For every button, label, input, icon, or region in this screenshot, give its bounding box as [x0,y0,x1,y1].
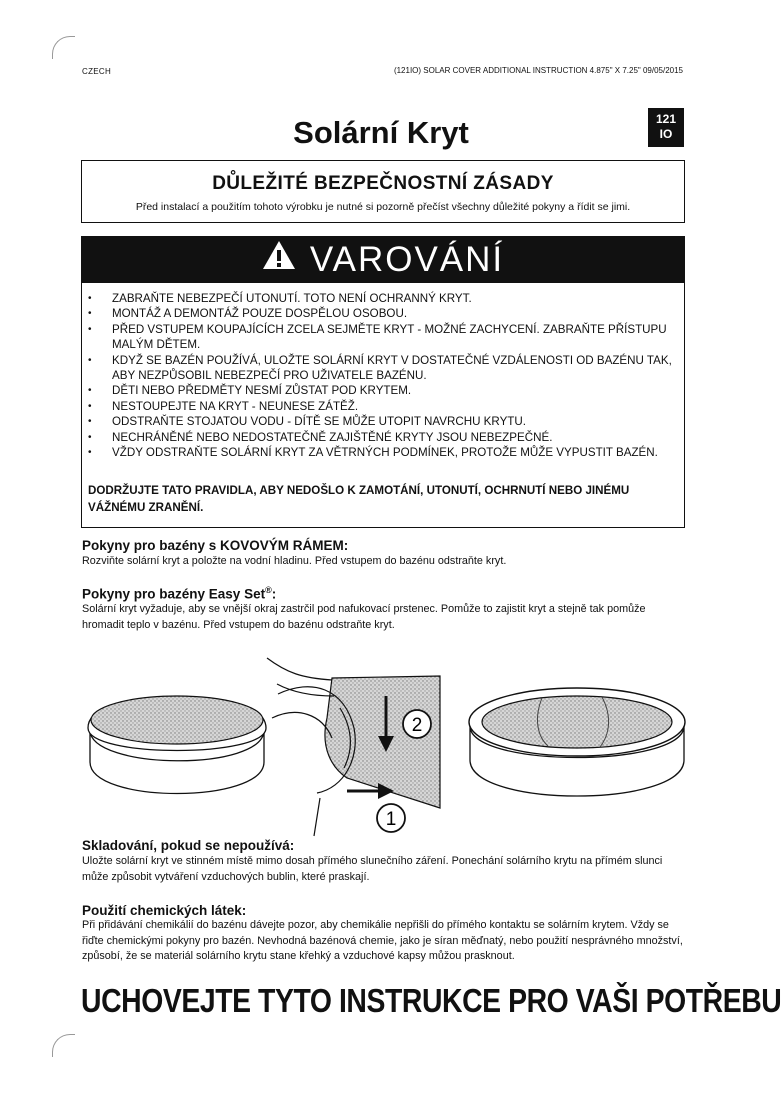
pool-with-cover-drawing [469,688,685,796]
step-1-label: 1 [385,809,397,830]
page-title: Solární Kryt [293,115,469,150]
installation-illustration [82,648,692,838]
step-2-label: 2 [411,715,423,736]
document-meta: (121IO) SOLAR COVER ADDITIONAL INSTRUCTION 4.875" X 7.25" 09/05/2015 [393,66,683,75]
warning-item: • ODSTRAŇTE STOJATOU VODU - DÍTĚ SE MŮŽE UTOPIT NAVRCHU KRYTU. [88,414,673,429]
safety-text: Před instalací a použitím tohoto výrobku je nutné si pozorně přečíst všechny důležité pokyny a řídit se jimi. [135,201,631,213]
easy-set-heading-text: Pokyny pro bazény Easy Set [82,586,266,602]
warning-item: • DĚTI NEBO PŘEDMĚTY NESMÍ ZŮSTAT POD KRYTEM. [88,383,673,398]
easy-set-heading [82,585,276,602]
page-corner-mark [52,36,75,59]
warning-item: • MONTÁŽ A DEMONTÁŽ POUZE DOSPĚLOU OSOBOU. [88,306,673,321]
warning-item: • PŘED VSTUPEM KOUPAJÍCÍCH ZCELA SEJMĚTE KRYT - MOŽNÉ ZACHYCENÍ. ZABRAŇTE PŘÍSTUPU MALÝM DĚTEM. [88,322,673,353]
illustration-svg [82,648,692,838]
warning-triangle-icon [262,239,296,279]
warning-item: • KDYŽ SE BAZÉN POUŽÍVÁ, ULOŽTE SOLÁRNÍ KRYT V DOSTATEČNÉ VZDÁLENOSTI OD BAZÉNU TAK, ABY NEZPŮSOBIL NEBEZPEČÍ PRO UŽIVATELE BAZÉNU. [88,353,673,384]
storage-text: Uložte solární kryt ve stinném místě mimo dosah přímého slunečního záření. Ponechání solárního krytu na přímém slunci může způsobit vytváření vzduchových bublin, které praskají. [82,855,663,883]
safety-heading: DŮLEŽITÉ BEZPEČNOSTNÍ ZÁSADY [212,173,554,194]
warning-banner [82,237,684,283]
warning-item: • VŽDY ODSTRAŇTE SOLÁRNÍ KRYT ZA VĚTRNÝCH PODMÍNEK, PROTOŽE MŮŽE VYPUSTIT BAZÉN. [88,445,673,460]
chemicals-text: Při přidávání chemikálií do bazénu dávejte pozor, aby chemikálie nepřišli do přímého kontaktu se solárním krytem. Vždy se řiďte chemickými pokyny pro bazén. Nevhodná bazénová chemie, jako je síran měďnatý, nebo použití nesprávného množství, způsobí, že se materiál solárního krytu stane křehký a vzduchové kapsy můžou prasknout. [82,919,683,962]
language-label: CZECH [82,67,112,76]
warning-item: • NESTOUPEJTE NA KRYT - NEUNESE ZÁTĚŽ. [88,399,673,414]
warning-title: VAROVÁNÍ [309,240,505,279]
chemicals-heading: Použití chemických látek: [82,903,247,918]
badge-line: 121 [655,112,677,126]
cover-tucking-drawing [267,658,440,836]
badge-line: IO [659,127,673,141]
page-corner-mark [52,1034,75,1057]
storage-heading: Skladování, pokud se nepoužívá: [82,838,295,853]
warning-footer: DODRŽUJTE TATO PRAVIDLA, ABY NEDOŠLO K ZAMOTÁNÍ, UTONUTÍ, OCHRNUTÍ NEBO JINÉMU VÁŽNÉMU ZRANĚNÍ. [88,484,630,514]
model-badge [648,108,684,147]
easy-set-heading-colon: : [271,586,277,602]
keep-instructions-banner: UCHOVEJTE TYTO INSTRUKCE PRO VAŠI POTŘEBU [81,982,781,1019]
registered-mark: ® [265,585,272,595]
metal-frame-text: Rozviňte solární kryt a položte na vodní hladinu. Před vstupem do bazénu odstraňte kryt. [82,555,507,567]
warning-item: • NECHRÁNĚNÉ NEBO NEDOSTATEČNĚ ZAJIŠTĚNÉ KRYTY JSOU NEBEZPEČNÉ. [88,430,673,445]
easy-set-text: Solární kryt vyžaduje, aby se vnější okraj zastrčil pod nafukovací prstenec. Pomůže to zajistit kryt a stejně tak pomůže hromadit teplo v bazénu. Před vstupem do bazénu odstraňte kryt. [82,603,646,631]
warning-list [88,291,673,460]
covered-pool-drawing [88,696,266,794]
safety-box [81,160,685,223]
metal-frame-heading: Pokyny pro bazény s KOVOVÝM RÁMEM: [82,538,349,553]
warning-box [81,236,685,528]
warning-item: • ZABRAŇTE NEBEZPEČÍ UTONUTÍ. TOTO NENÍ OCHRANNÝ KRYT. [88,291,673,306]
